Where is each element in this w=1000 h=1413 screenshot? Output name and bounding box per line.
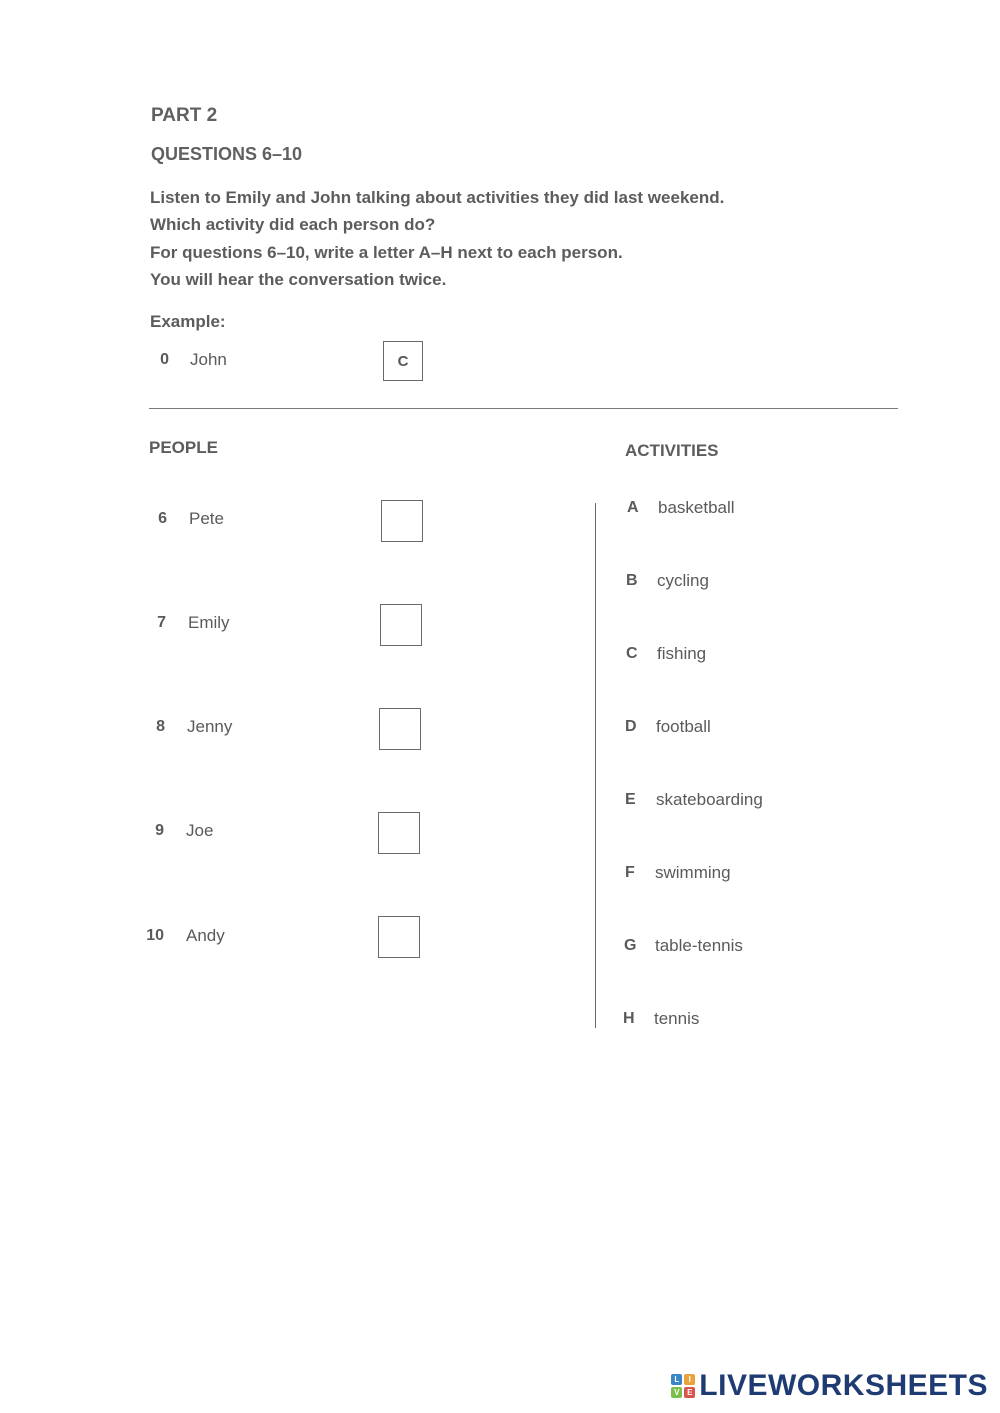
logo-square: I [684, 1374, 695, 1385]
activity-letter: E [625, 791, 636, 808]
activity-label: fishing [657, 644, 707, 663]
example-answer-box [383, 341, 423, 381]
logo-square: V [671, 1387, 682, 1398]
instruction-line: For questions 6–10, write a letter A–H next to each person. [150, 243, 623, 262]
answer-box[interactable] [378, 916, 420, 958]
logo-icon [671, 1374, 695, 1398]
activity-letter: D [625, 718, 637, 735]
instruction-line: Which activity did each person do? [150, 215, 436, 234]
person-name: Joe [186, 821, 214, 840]
part-heading: PART 2 [151, 105, 218, 126]
answer-box[interactable] [381, 500, 423, 542]
person-name: Jenny [187, 717, 233, 736]
activity-label: table-tennis [655, 936, 743, 955]
answer-box[interactable] [379, 708, 421, 750]
activity-label: basketball [658, 498, 735, 517]
liveworksheets-logo[interactable] [671, 1369, 988, 1403]
activity-letter: F [625, 864, 635, 881]
answer-box[interactable] [378, 812, 420, 854]
example-name: John [190, 350, 227, 369]
person-name: Pete [189, 509, 224, 528]
answer-box[interactable] [380, 604, 422, 646]
activity-letter: H [623, 1010, 635, 1027]
instruction-line: Listen to Emily and John talking about activities they did last weekend. [150, 188, 725, 207]
person-number: 6 [158, 510, 167, 527]
activity-label: tennis [654, 1009, 700, 1028]
person-number: 7 [157, 614, 166, 631]
person-number: 10 [146, 927, 164, 944]
example-label: Example: [150, 312, 226, 331]
activity-label: football [656, 717, 711, 736]
activity-letter: C [626, 645, 638, 662]
activity-label: swimming [655, 863, 731, 882]
logo-square: L [671, 1374, 682, 1385]
example-answer: C [397, 352, 409, 370]
activity-label: cycling [657, 571, 709, 590]
logo-square: E [684, 1387, 695, 1398]
logo-text: LIVEWORKSHEETS [699, 1369, 988, 1402]
person-name: Emily [188, 613, 230, 632]
activity-letter: G [624, 937, 637, 954]
activity-letter: A [627, 499, 639, 516]
activity-label: skateboarding [656, 790, 763, 809]
example-number: 0 [160, 351, 169, 368]
people-heading: PEOPLE [149, 438, 218, 457]
person-number: 9 [155, 822, 164, 839]
activities-heading: ACTIVITIES [625, 441, 719, 460]
activity-letter: B [626, 572, 638, 589]
section-divider [149, 408, 898, 409]
column-divider [595, 503, 596, 1028]
person-number: 8 [156, 718, 165, 735]
person-name: Andy [186, 926, 225, 945]
questions-heading: QUESTIONS 6–10 [151, 144, 303, 164]
instruction-line: You will hear the conversation twice. [150, 270, 447, 289]
